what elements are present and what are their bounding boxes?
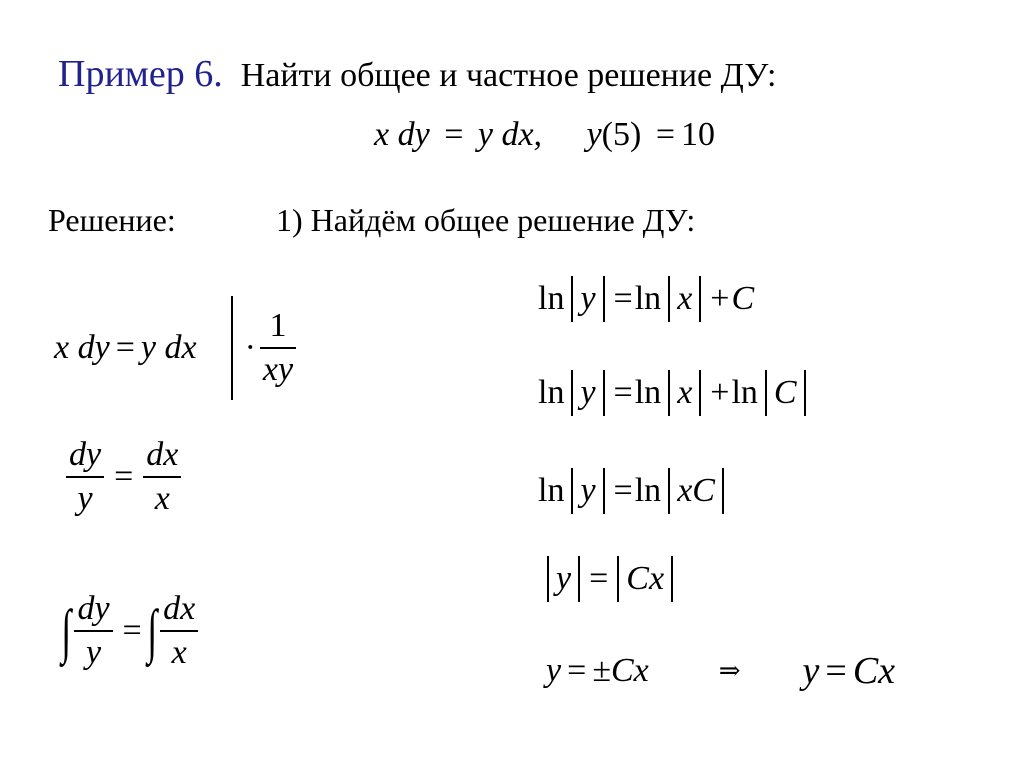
problem-eq: = xyxy=(444,116,464,153)
r1-abs-close-1 xyxy=(603,276,605,322)
s3-eq: = xyxy=(122,612,142,649)
condition-eq: = xyxy=(655,116,675,153)
solution-label: Решение: xyxy=(48,202,176,238)
r4-cx: Cx xyxy=(626,560,665,597)
s3-num2: dx xyxy=(163,590,196,627)
problem-equation xyxy=(374,116,715,154)
r1-plus: + xyxy=(710,280,730,317)
r2-y: y xyxy=(580,374,596,411)
r1-ln: ln xyxy=(538,280,565,317)
r2-abs-close-1 xyxy=(603,370,605,416)
right-step-2 xyxy=(538,368,813,418)
r5-eq: = xyxy=(567,652,587,689)
r3-eq: = xyxy=(613,472,633,509)
r4-abs-close-2 xyxy=(671,556,673,602)
r3-abs-open-1 xyxy=(571,468,573,514)
s2-eq: = xyxy=(114,458,134,495)
s1-lhs: x dy xyxy=(54,329,110,366)
s1-den: xy xyxy=(262,351,294,388)
problem-rhs: y dx, xyxy=(477,116,543,153)
r1-abs-close-2 xyxy=(699,276,701,322)
r2-ln3: ln xyxy=(731,374,758,411)
r2-abs-open-3 xyxy=(765,370,767,416)
s1-fraction xyxy=(260,307,296,389)
r1-x: x xyxy=(677,280,693,317)
r2-x: x xyxy=(677,374,693,411)
s3-num1: dy xyxy=(77,590,110,627)
solution-step1: 1) Найдём общее решение ДУ: xyxy=(276,202,696,238)
task-text: Найти общее и частное решение ДУ: xyxy=(240,57,777,94)
r1-eq: = xyxy=(613,280,633,317)
s2-fraction-2 xyxy=(143,436,181,518)
r3-abs-close-1 xyxy=(603,468,605,514)
s2-num1: dy xyxy=(69,436,102,473)
r5-lhs: y xyxy=(546,652,562,689)
r4-abs-open-1 xyxy=(547,556,549,602)
r2-ln2: ln xyxy=(634,374,662,411)
s1-bar xyxy=(231,296,233,400)
r4-y: y xyxy=(556,560,572,597)
r2-eq: = xyxy=(613,374,633,411)
r1-ln2: ln xyxy=(634,280,662,317)
s2-fraction-1 xyxy=(66,436,104,518)
r2-abs-close-3 xyxy=(804,370,806,416)
left-step-3 xyxy=(62,590,202,672)
left-step-1 xyxy=(54,296,300,400)
left-step-2 xyxy=(62,436,185,518)
condition-value: 10 xyxy=(681,116,715,153)
r2-abs-open-2 xyxy=(668,370,670,416)
r4-abs-close-1 xyxy=(578,556,580,602)
s1-mult: · xyxy=(244,329,256,366)
r4-abs-open-2 xyxy=(617,556,619,602)
r3-y: y xyxy=(580,472,596,509)
r3-ln2: ln xyxy=(634,472,662,509)
s2-num2: dx xyxy=(146,436,179,473)
r1-y: y xyxy=(580,280,596,317)
s2-den2: x xyxy=(154,480,170,517)
implies-arrow: ⇒ xyxy=(718,656,741,685)
s3-den2: x xyxy=(171,634,187,671)
r3-xc: xC xyxy=(677,472,715,509)
right-step-5 xyxy=(546,648,895,694)
r5-rhs2: Cx xyxy=(852,650,896,692)
r3-abs-open-2 xyxy=(668,468,670,514)
s3-int-2: ∫ xyxy=(147,598,157,664)
s2-den1: y xyxy=(77,480,93,517)
r2-plus: + xyxy=(710,374,730,411)
r2-c: C xyxy=(773,374,797,411)
r2-abs-close-2 xyxy=(699,370,701,416)
s3-fraction-2 xyxy=(160,590,198,672)
right-step-1 xyxy=(538,274,754,324)
problem-lhs: x dy xyxy=(374,116,430,153)
r5-lhs2: y xyxy=(802,650,820,692)
r1-abs-open-1 xyxy=(571,276,573,322)
condition-arg: (5) xyxy=(601,116,642,153)
r4-eq: = xyxy=(589,560,609,597)
s3-fraction-1 xyxy=(74,590,112,672)
r2-abs-open-1 xyxy=(571,370,573,416)
r3-ln: ln xyxy=(538,472,565,509)
s3-int-1: ∫ xyxy=(61,598,72,664)
right-step-4 xyxy=(540,554,680,604)
s3-den1: y xyxy=(85,634,102,671)
s1-eq: = xyxy=(115,329,135,366)
r1-c: C xyxy=(731,280,755,317)
r5-eq2: = xyxy=(825,650,847,692)
r1-abs-open-2 xyxy=(668,276,670,322)
slide-header xyxy=(58,52,776,96)
right-step-3 xyxy=(538,466,731,516)
r5-rhs: ±Cx xyxy=(592,652,649,689)
s1-rhs: y dx xyxy=(140,329,197,366)
condition-func: y xyxy=(586,116,602,153)
r2-ln: ln xyxy=(538,374,565,411)
s1-num: 1 xyxy=(269,307,287,344)
r3-abs-close-2 xyxy=(722,468,724,514)
example-label: Пример 6. xyxy=(58,53,223,95)
